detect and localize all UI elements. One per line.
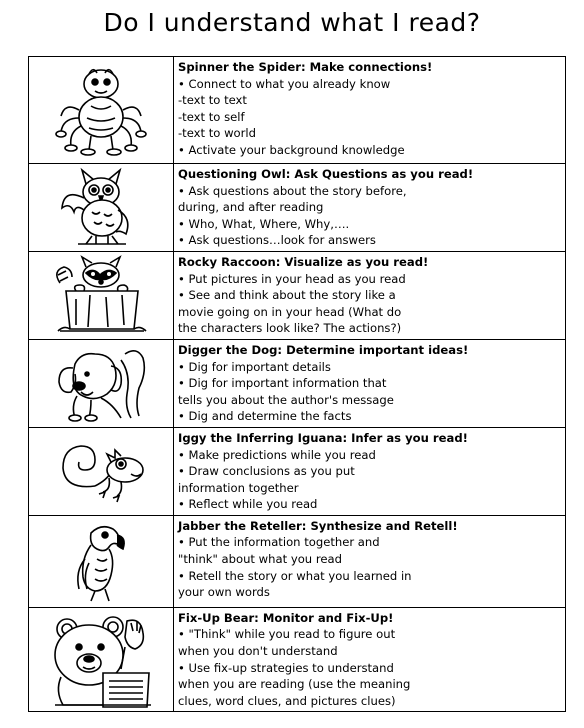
strategy-line: • Draw conclusions as you put xyxy=(178,464,355,479)
picture-cell xyxy=(29,515,174,607)
strategy-line: • See and think about the story like a xyxy=(178,288,396,303)
strategy-line: • Connect to what you already know xyxy=(178,76,391,91)
strategy-line: your own words xyxy=(178,585,270,600)
strategy-text xyxy=(174,339,566,427)
strategy-heading: Digger the Dog: Determine important ideas! xyxy=(178,342,469,357)
strategy-line: the characters look like? The actions?) xyxy=(178,321,402,336)
strategy-row-iguana xyxy=(29,427,566,515)
strategy-line: -text to world xyxy=(178,126,256,141)
parrot-icon xyxy=(61,519,141,603)
strategy-line: -text to text xyxy=(178,93,247,108)
picture-cell xyxy=(29,251,174,339)
strategy-line: • Put the information together and xyxy=(178,535,380,550)
spider-icon xyxy=(51,62,151,158)
strategy-line: • Who, What, Where, Why,…. xyxy=(178,216,350,231)
page-title: Do I understand what I read? xyxy=(103,8,481,37)
strategy-line: • "Think" while you read to figure out xyxy=(178,627,396,642)
strategy-line: • Activate your background knowledge xyxy=(178,142,405,157)
strategy-row-parrot xyxy=(29,515,566,607)
strategy-line: movie going on in your head (What do xyxy=(178,304,402,319)
strategy-text xyxy=(174,515,566,607)
strategy-row-spider xyxy=(29,57,566,164)
strategy-row-dog xyxy=(29,339,566,427)
raccoon-icon xyxy=(46,255,156,335)
strategy-line: when you don't understand xyxy=(178,644,338,659)
strategy-table xyxy=(28,56,566,712)
strategy-line: • Put pictures in your head as you read xyxy=(178,271,406,286)
strategy-line: • Ask questions about the story before, xyxy=(178,183,407,198)
strategy-text xyxy=(174,607,566,712)
strategy-line: • Ask questions…look for answers xyxy=(178,233,376,248)
strategy-heading: Rocky Raccoon: Visualize as you read! xyxy=(178,254,429,269)
strategy-row-raccoon xyxy=(29,251,566,339)
picture-cell xyxy=(29,427,174,515)
strategy-line: -text to self xyxy=(178,109,245,124)
bear-icon xyxy=(41,611,161,709)
strategy-line: • Use fix-up strategies to understand xyxy=(178,660,394,675)
strategy-text xyxy=(174,427,566,515)
strategy-text xyxy=(174,164,566,252)
picture-cell xyxy=(29,339,174,427)
owl-icon xyxy=(56,166,146,248)
strategy-text xyxy=(174,57,566,164)
strategy-line: • Retell the story or what you learned in xyxy=(178,568,412,583)
strategy-line: clues, word clues, and pictures clues) xyxy=(178,693,396,708)
picture-cell xyxy=(29,164,174,252)
strategy-line: • Dig for important information that xyxy=(178,376,387,391)
picture-cell xyxy=(29,57,174,164)
strategy-line: tells you about the author's message xyxy=(178,392,394,407)
strategy-heading: Jabber the Reteller: Synthesize and Retell! xyxy=(178,518,458,533)
strategy-heading: Fix-Up Bear: Monitor and Fix-Up! xyxy=(178,610,394,625)
strategy-heading: Questioning Owl: Ask Questions as you read! xyxy=(178,167,474,181)
dog-icon xyxy=(51,344,151,422)
strategy-line: • Dig for important details xyxy=(178,359,331,374)
strategy-heading: Iggy the Inferring Iguana: Infer as you read! xyxy=(178,430,468,445)
strategy-line: • Reflect while you read xyxy=(178,497,318,512)
strategy-row-owl xyxy=(29,164,566,252)
strategy-line: • Make predictions while you read xyxy=(178,447,376,462)
strategy-heading: Spinner the Spider: Make connections! xyxy=(178,60,433,74)
strategy-row-bear xyxy=(29,607,566,712)
iguana-icon xyxy=(51,434,151,508)
strategy-line: "think" about what you read xyxy=(178,552,342,567)
strategy-line: when you are reading (use the meaning xyxy=(178,677,411,692)
strategy-text xyxy=(174,251,566,339)
strategy-line: • Dig and determine the facts xyxy=(178,409,352,424)
strategy-line: during, and after reading xyxy=(178,200,324,215)
picture-cell xyxy=(29,607,174,712)
strategy-line: information together xyxy=(178,480,299,495)
